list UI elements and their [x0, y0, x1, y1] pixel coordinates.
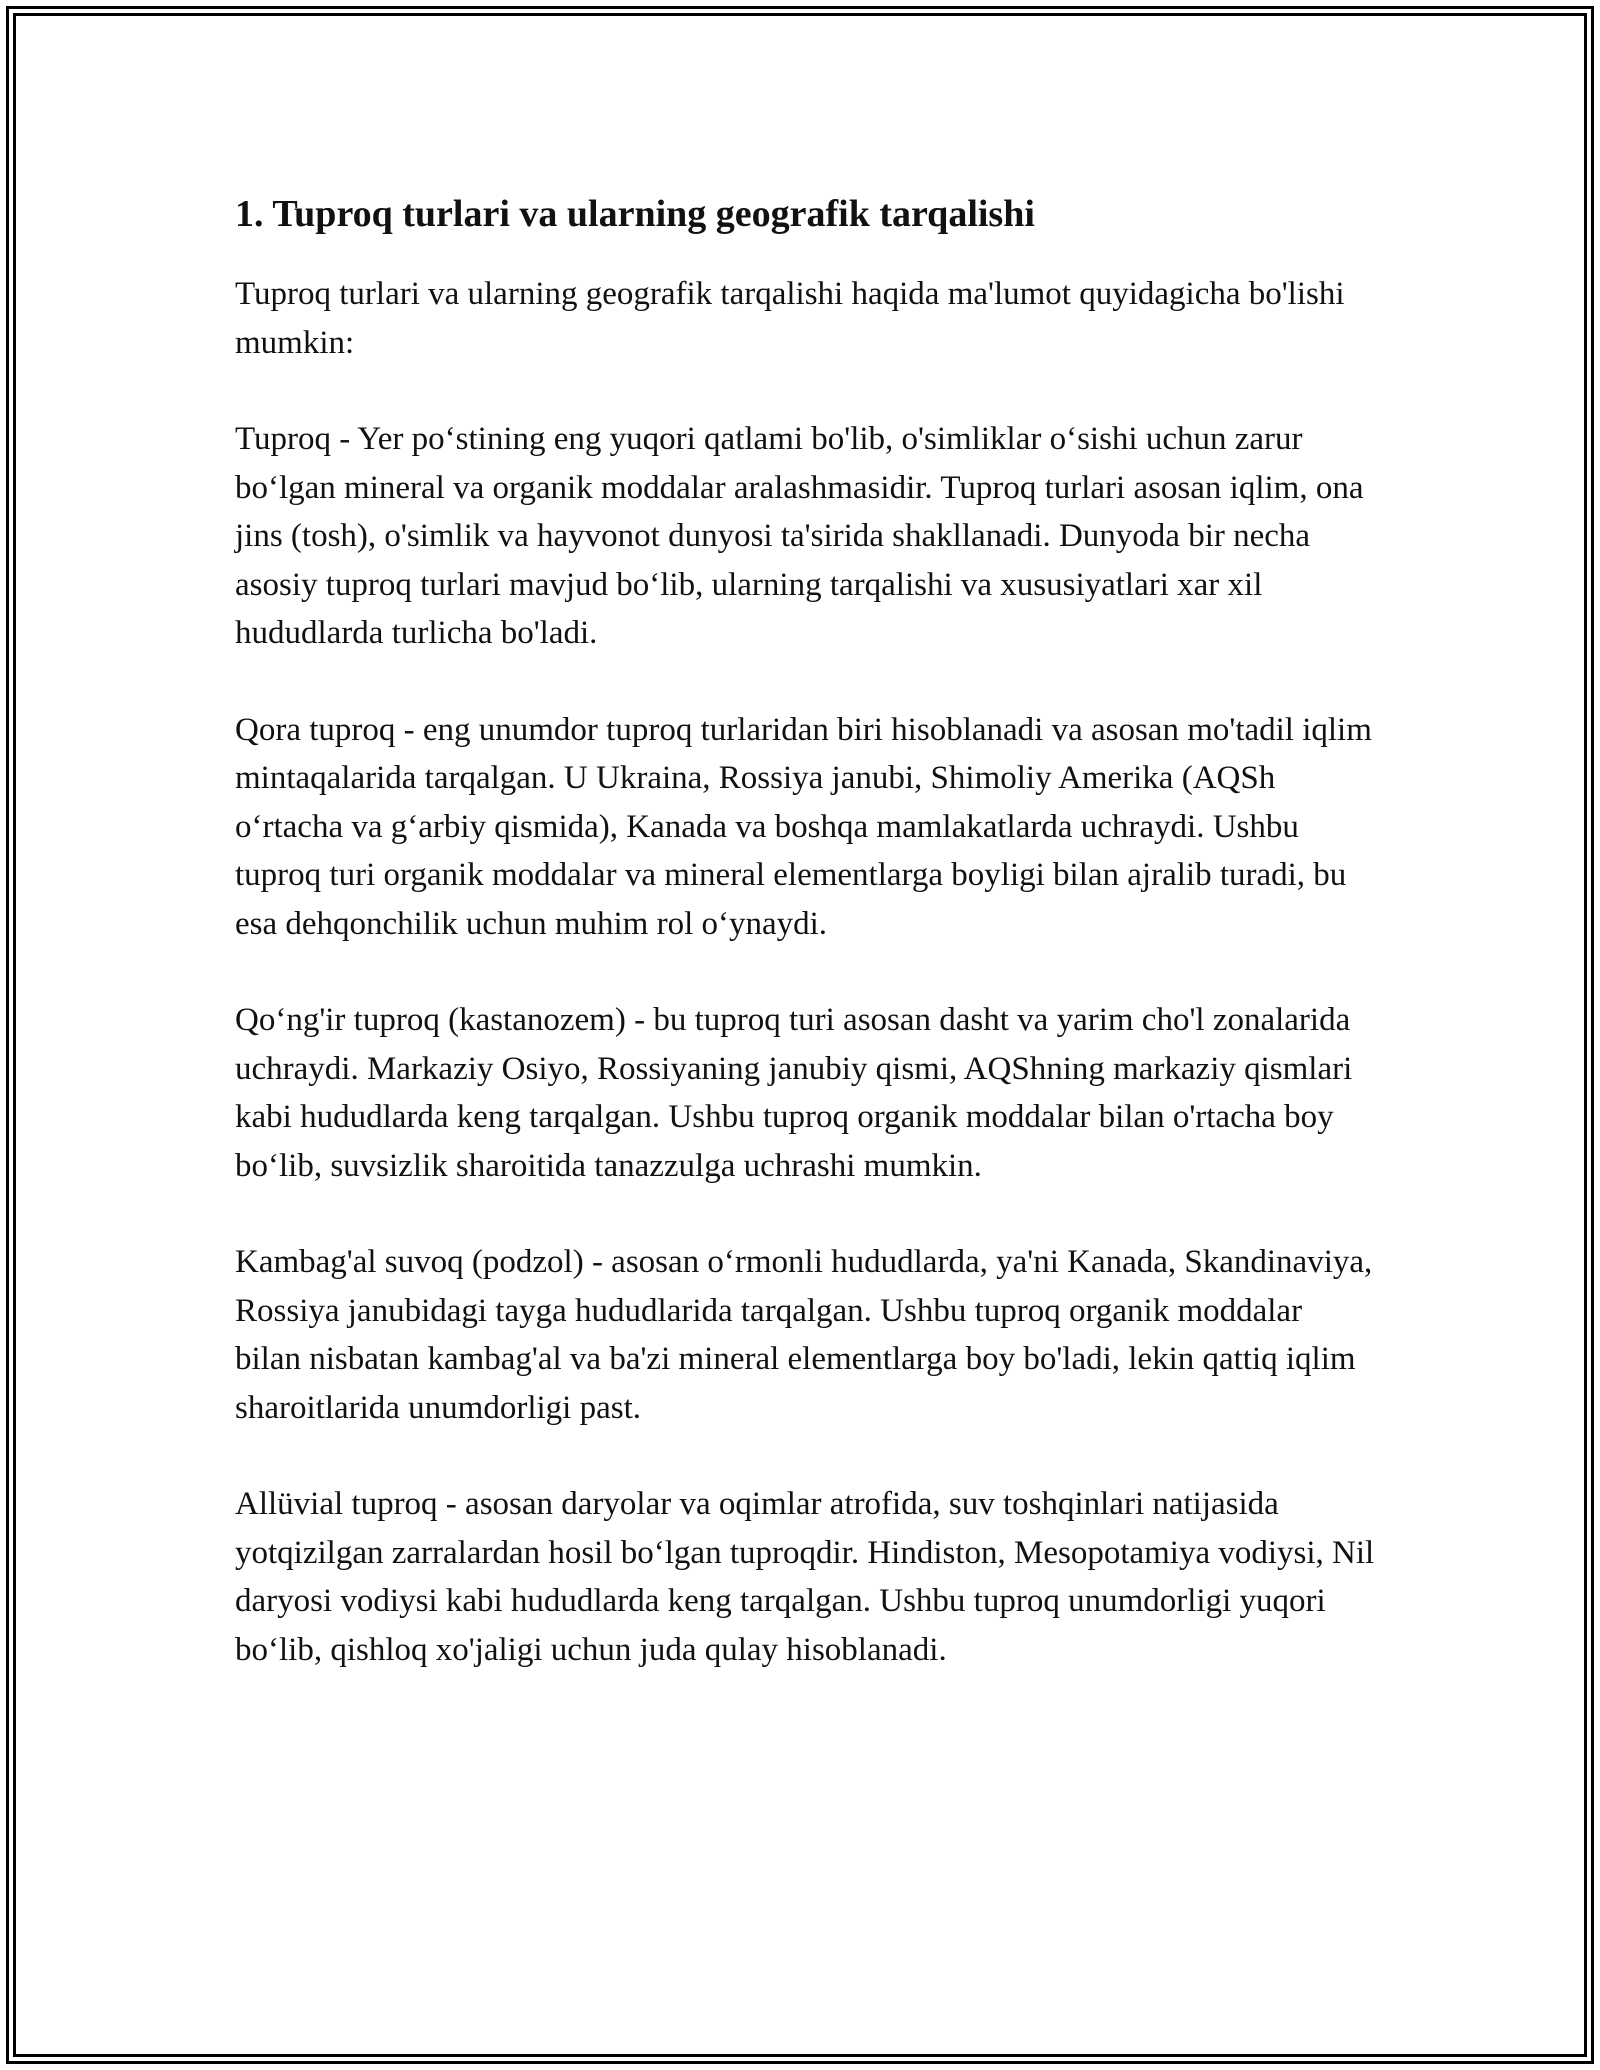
paragraph-intro: Tuproq turlari va ularning geografik tarqalishi haqida ma'lumot quyidagicha bo'lishi mumkin: [235, 276, 1345, 361]
paragraph-podzol: Kambag'al suvoq (podzol) - asosan o‘rmonli hududlarda, ya'ni Kanada, Skandinaviya, Rossiya janubidagi tayga hududlarida tarqalgan. Ushbu tuproq organik moddalar bilan nisbatan kambag'al va ba'zi mineral elementlarga boy bo'ladi, lekin qattiq iqlim sharoitlarida unumdorligi past. [235, 1244, 1373, 1426]
paragraph-alluvial-tuproq: Allüvial tuproq - asosan daryolar va oqimlar atrofida, suv toshqinlari natijasida yotqizilgan zarralardan hosil bo‘lgan tuproqdir. Hindiston, Mesopotamiya vodiysi, Nil daryosi vodiysi kabi hududlarda keng tarqalgan. Ushbu tuproq unumdorligi yuqori bo‘lib, qishloq xo'jaligi uchun juda qulay hisoblanadi. [235, 1486, 1375, 1668]
paragraph-qora-tuproq: Qora tuproq - eng unumdor tuproq turlaridan biri hisoblanadi va asosan mo'tadil iqlim mintaqalarida tarqalgan. U Ukraina, Rossiya janubi, Shimoliy Amerika (AQSh o‘rtacha va g‘arbiy qismida), Kanada va boshqa mamlakatlarda uchraydi. Ushbu tuproq turi organik moddalar va mineral elementlarga boyligi bilan ajralib turadi, bu esa dehqonchilik uchun muhim rol o‘ynaydi. [235, 711, 1372, 942]
section-heading: 1. Tuproq turlari va ularning geografik tarqalishi [235, 193, 1035, 235]
document-body [235, 186, 1375, 1722]
paragraph-qongir-tuproq: Qo‘ng'ir tuproq (kastanozem) - bu tuproq turi asosan dasht va yarim cho'l zonalarida uchraydi. Markaziy Osiyo, Rossiyaning janubiy qismi, AQShning markaziy qismlari kabi hududlarda keng tarqalgan. Ushbu tuproq organik moddalar bilan o'rtacha boy bo‘lib, suvsizlik sharoitida tanazzulga uchrashi mumkin. [235, 1002, 1353, 1184]
paragraph-tuproq-definition: Tuproq - Yer po‘stining eng yuqori qatlami bo'lib, o'simliklar o‘sishi uchun zarur bo‘lgan mineral va organik moddalar aralashmasidir. Tuproq turlari asosan iqlim, ona jins (tosh), o'simlik va hayvonot dunyosi ta'sirida shakllanadi. Dunyoda bir necha asosiy tuproq turlari mavjud bo‘lib, ularning tarqalishi va xususiyatlari xar xil hududlarda turlicha bo'ladi. [235, 421, 1364, 651]
